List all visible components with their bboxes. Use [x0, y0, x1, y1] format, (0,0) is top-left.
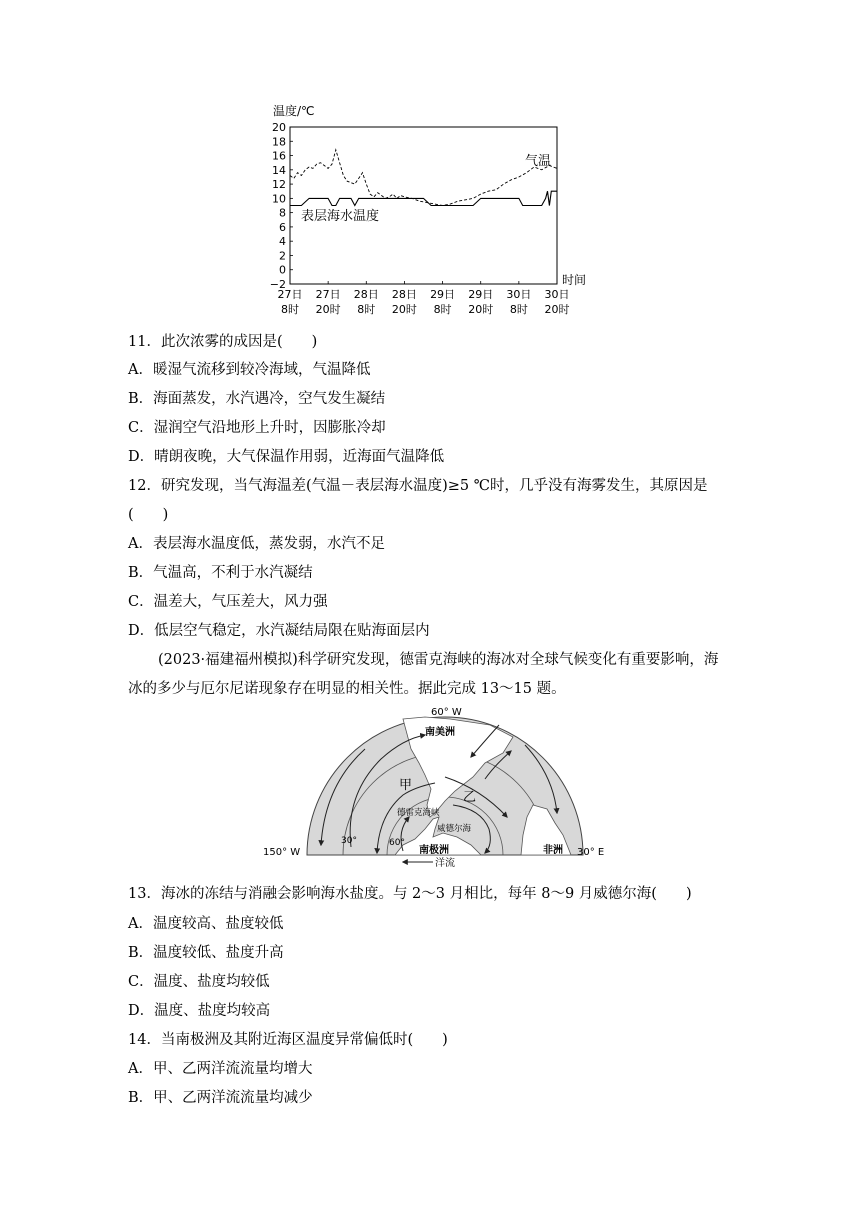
x-tick-hour: 8时: [357, 303, 376, 316]
series-label-air: 气温: [525, 154, 552, 169]
label-yi: 乙: [463, 790, 477, 805]
y-tick-label: 18: [272, 135, 286, 149]
y-tick-label: 12: [272, 178, 286, 192]
q14-option-b: B．甲、乙两洋流流量均减少: [128, 1090, 313, 1106]
q12-stem-paren: ( ): [128, 507, 169, 523]
label-drake: 德雷克海峡: [397, 808, 440, 818]
y-tick-label: 20: [272, 121, 286, 134]
y-tick-label: 14: [272, 163, 286, 177]
x-tick-hour: 8时: [509, 303, 528, 316]
q11-stem: 11．此次浓雾的成因是( ): [128, 334, 318, 350]
label-antarctica: 南极洲: [419, 845, 449, 856]
q13-option-c: C．温度、盐度均较低: [128, 974, 270, 990]
y-tick-label: 10: [272, 192, 286, 206]
series-label-sea: 表层海水温度: [301, 209, 380, 224]
y-tick-label: 0: [279, 263, 286, 277]
q14-stem: 14．当南极洲及其附近海区温度异常偏低时( ): [128, 1032, 448, 1048]
x-tick-day: 30日: [506, 288, 532, 301]
label-south-america: 南美洲: [425, 727, 455, 738]
q12-option-c: C．温差大，气压差大，风力强: [128, 594, 328, 610]
y-tick-label: 6: [279, 220, 286, 234]
y-tick-label: 4: [279, 235, 286, 249]
y-tick-label: 16: [272, 149, 286, 163]
x-tick-hour: 20时: [468, 303, 494, 316]
y-tick-label: 2: [279, 249, 286, 263]
q12-option-d: D．低层空气稳定，水汽凝结局限在贴海面层内: [128, 623, 430, 639]
q12-stem: 12．研究发现，当气海温差(气温－表层海水温度)≥5 ℃时，几乎没有海雾发生，其原因是: [128, 478, 708, 494]
x-ticks: [278, 281, 570, 316]
q14-option-a: A．甲、乙两洋流流量均增大: [128, 1061, 313, 1077]
x-tick-hour: 20时: [544, 303, 570, 316]
x-tick-day: 30日: [544, 288, 570, 301]
q13-stem: 13．海冰的冻结与消融会影响海水盐度。与 2～3 月相比，每年 8～9 月威德尔海( ): [128, 886, 692, 902]
x-tick-day: 29日: [468, 288, 494, 301]
x-tick-day: 28日: [353, 288, 379, 301]
x-tick-hour: 8时: [433, 303, 452, 316]
plot-frame: [290, 127, 557, 284]
label-60w: 60° W: [431, 707, 462, 718]
legend-label: 洋流: [435, 858, 455, 869]
label-60: 60°: [389, 838, 405, 848]
x-tick-hour: 8时: [281, 303, 299, 316]
temperature-chart: [268, 100, 598, 320]
label-africa: 非洲: [543, 845, 563, 856]
x-tick-day: 27日: [277, 288, 303, 301]
x-tick-hour: 20时: [315, 303, 341, 316]
x-tick-hour: 20时: [391, 303, 417, 316]
q12-option-a: A．表层海水温度低，蒸发弱，水汽不足: [128, 536, 385, 552]
q11-option-a: A．暖湿气流移到较冷海域，气温降低: [128, 362, 371, 378]
y-tick-label: 8: [279, 206, 286, 220]
x-tick-day: 27日: [315, 288, 341, 301]
q12-option-b: B．气温高，不利于水汽凝结: [128, 565, 313, 581]
y-tick-label: −2: [269, 278, 286, 291]
series-sea-surface-temperature: [290, 191, 557, 205]
x-axis-label: 时间: [562, 273, 587, 287]
label-30e: 30° E: [577, 847, 605, 858]
series-air-temperature: [290, 150, 557, 206]
q13-option-b: B．温度较低、盐度升高: [128, 945, 284, 961]
label-weddell: 威德尔海: [437, 824, 472, 834]
q13-option-a: A．温度较高、盐度较低: [128, 916, 284, 932]
antarctic-currents-map: [263, 705, 605, 869]
label-jia: 甲: [399, 778, 413, 793]
q11-option-b: B．海面蒸发，水汽遇冷，空气发生凝结: [128, 391, 386, 407]
intro-line-2: 冰的多少与厄尔尼诺现象存在明显的相关性。据此完成 13～15 题。: [128, 681, 566, 697]
intro-line-1: (2023·福建福州模拟)科学研究发现，德雷克海峡的海冰对全球气候变化有重要影响，海: [158, 652, 719, 668]
x-tick-day: 29日: [430, 288, 456, 301]
q11-option-c: C．湿润空气沿地形上升时，因膨胀冷却: [128, 420, 386, 436]
q11-option-d: D．晴朗夜晚，大气保温作用弱，近海面气温降低: [128, 449, 445, 465]
q13-option-d: D．温度、盐度均较高: [128, 1003, 271, 1019]
x-tick-day: 28日: [391, 288, 417, 301]
y-axis-label: 温度/℃: [273, 104, 315, 118]
label-30: 30°: [341, 836, 357, 846]
label-150w: 150° W: [263, 847, 301, 858]
